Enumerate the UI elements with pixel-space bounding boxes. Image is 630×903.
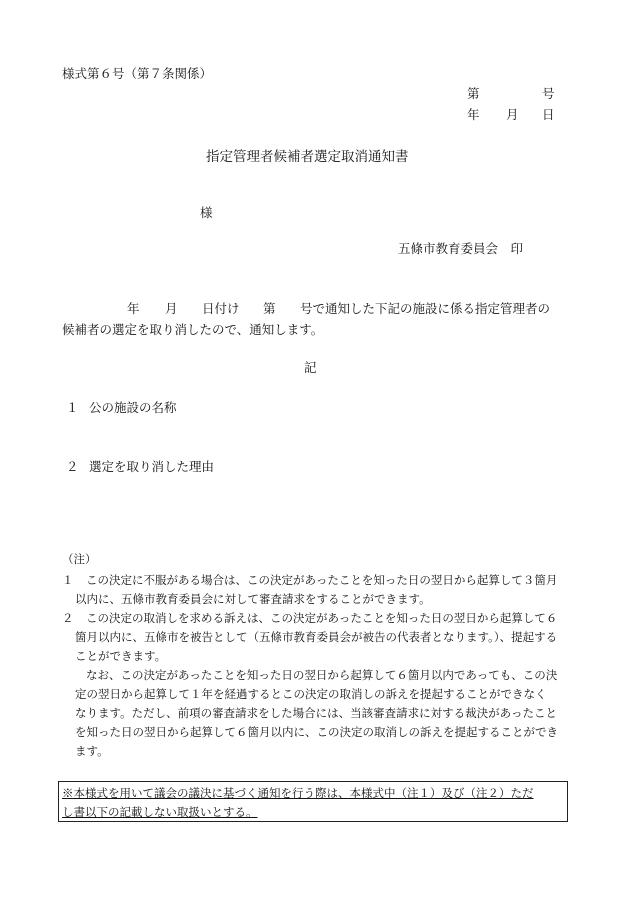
- note-1-line2: 以内に、五條市教育委員会に対して審査請求をすることができます。: [75, 592, 431, 606]
- note-2-line1: この決定の取消しを求める訴えは、この決定があったことを知った日の翌日から起算して６: [86, 611, 558, 625]
- note-2-line5: 定の翌日から起算して１年を経過するとこの決定の取消しの訴えを提起することができなく: [75, 687, 547, 701]
- notice-box: [58, 781, 568, 822]
- date-year: 年: [467, 107, 480, 122]
- date-day: 日: [542, 107, 555, 122]
- note-2-line7: を知った日の翌日から起算して６箇月以内に、この決定の取消しの訴えを提起することができ: [75, 725, 558, 739]
- note-1-line1: この決定に不服がある場合は、この決定があったことを知った日の翌日から起算して３箇月: [86, 573, 558, 587]
- body-year: 年: [127, 301, 140, 316]
- date-month: 月: [506, 107, 519, 122]
- note-2-line3: ことができます。: [75, 649, 167, 663]
- issuer: 五條市教育委員会 印: [398, 241, 524, 256]
- note-2-line2: 箇月以内に、五條市を被告として（五條市教育委員会が被告の代表者となります。）、提起する: [75, 630, 558, 644]
- note-2-number: ２: [62, 611, 74, 625]
- body-line1-rest: 号で通知した下記の施設に係る指定管理者の: [300, 301, 551, 316]
- ki-heading: 記: [304, 360, 317, 375]
- body-line2: 候補者の選定を取り消したので、通知します。: [62, 322, 324, 337]
- body-day-dated: 日付け: [202, 301, 240, 316]
- notice-line2: し書以下の記載しない取扱いとする。: [62, 805, 258, 819]
- item-1-label: 公の施設の名称: [89, 400, 177, 415]
- body-dai: 第: [263, 301, 276, 316]
- form-number: 様式第６号（第７条関係）: [62, 66, 213, 81]
- item-2-number: ２: [66, 459, 79, 474]
- notes-heading: （注）: [62, 552, 97, 566]
- note-1-number: １: [62, 573, 74, 587]
- addressee-suffix: 様: [200, 205, 213, 220]
- note-2-line6: なります。ただし、前項の審査請求をした場合には、当該審査請求に対する裁決があったこと: [75, 706, 557, 720]
- item-2-label: 選定を取り消した理由: [89, 459, 215, 474]
- doc-number-go: 号: [542, 86, 555, 101]
- body-month: 月: [165, 301, 178, 316]
- notice-line1: ※本様式を用いて議会の議決に基づく通知を行う際は、本様式中（注１）及び（注２）ただ: [62, 786, 534, 800]
- note-2-line8: ます。: [75, 744, 109, 758]
- note-2-line4: なお、この決定があったことを知った日の翌日から起算して６箇月以内であっても、この決: [86, 668, 558, 682]
- document-title: 指定管理者候補者選定取消通知書: [206, 149, 409, 165]
- doc-number-dai: 第: [467, 86, 480, 101]
- item-1-number: １: [66, 400, 79, 415]
